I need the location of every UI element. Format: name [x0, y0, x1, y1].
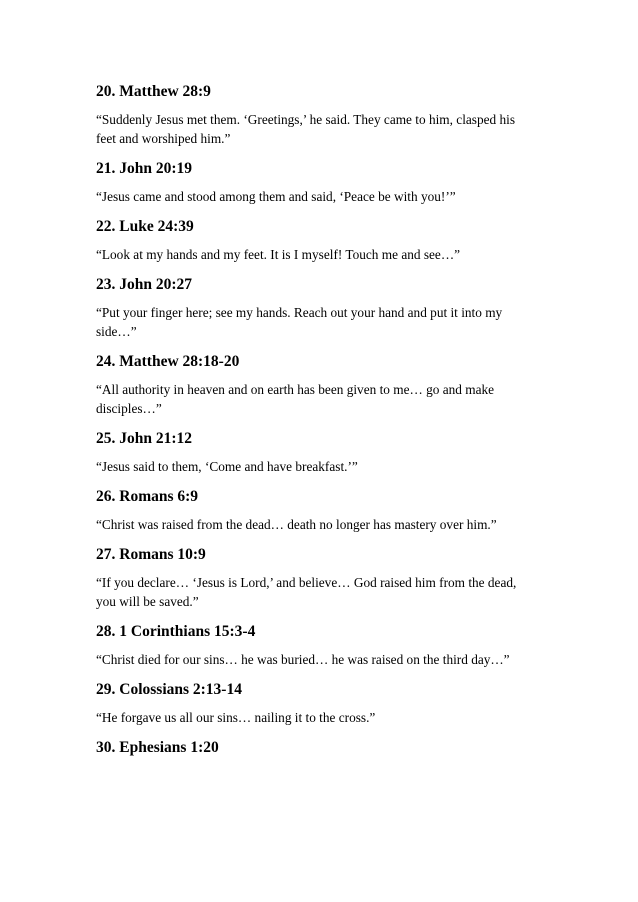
verse-quote: “Christ was raised from the dead… death no longer has mastery over him.” [96, 517, 497, 532]
verse-heading: 28. 1 Corinthians 15:3-4 [96, 623, 256, 640]
document-page [96, 83, 546, 757]
verse-entry [96, 160, 546, 206]
verse-quote: “Jesus said to them, ‘Come and have breakfast.’” [96, 459, 358, 474]
verse-quote: “If you declare… ‘Jesus is Lord,’ and believe… God raised him from the dead, you will be saved.” [96, 575, 517, 609]
verse-quote: “All authority in heaven and on earth has been given to me… go and make disciples…” [96, 382, 495, 416]
verse-quote: “Christ died for our sins… he was buried… he was raised on the third day…” [96, 652, 510, 667]
verse-entry [96, 353, 546, 418]
verse-quote: “Jesus came and stood among them and said, ‘Peace be with you!’” [96, 189, 456, 204]
verse-heading: 21. John 20:19 [96, 160, 193, 177]
verse-heading: 23. John 20:27 [96, 276, 193, 293]
verse-heading: 25. John 21:12 [96, 430, 193, 447]
verse-heading: 27. Romans 10:9 [96, 546, 206, 563]
verse-heading: 20. Matthew 28:9 [96, 83, 211, 100]
verse-entry [96, 546, 546, 611]
verse-heading: 22. Luke 24:39 [96, 218, 194, 235]
verse-heading: 30. Ephesians 1:20 [96, 739, 219, 756]
verse-quote: “He forgave us all our sins… nailing it to the cross.” [96, 710, 376, 725]
verse-quote: “Look at my hands and my feet. It is I myself! Touch me and see…” [96, 247, 461, 262]
verse-entry [96, 83, 546, 148]
verse-quote: “Suddenly Jesus met them. ‘Greetings,’ he said. They came to him, clasped his feet and worshiped him.” [96, 112, 516, 146]
verse-entry [96, 739, 546, 757]
verse-entry [96, 218, 546, 264]
verse-heading: 24. Matthew 28:18-20 [96, 353, 240, 370]
verse-quote: “Put your finger here; see my hands. Reach out your hand and put it into my side…” [96, 305, 503, 339]
verse-entry [96, 623, 546, 669]
verse-entry [96, 276, 546, 341]
verse-heading: 29. Colossians 2:13-14 [96, 681, 242, 698]
verse-entry [96, 681, 546, 727]
verse-heading: 26. Romans 6:9 [96, 488, 199, 505]
verse-entry [96, 488, 546, 534]
verse-entry [96, 430, 546, 476]
